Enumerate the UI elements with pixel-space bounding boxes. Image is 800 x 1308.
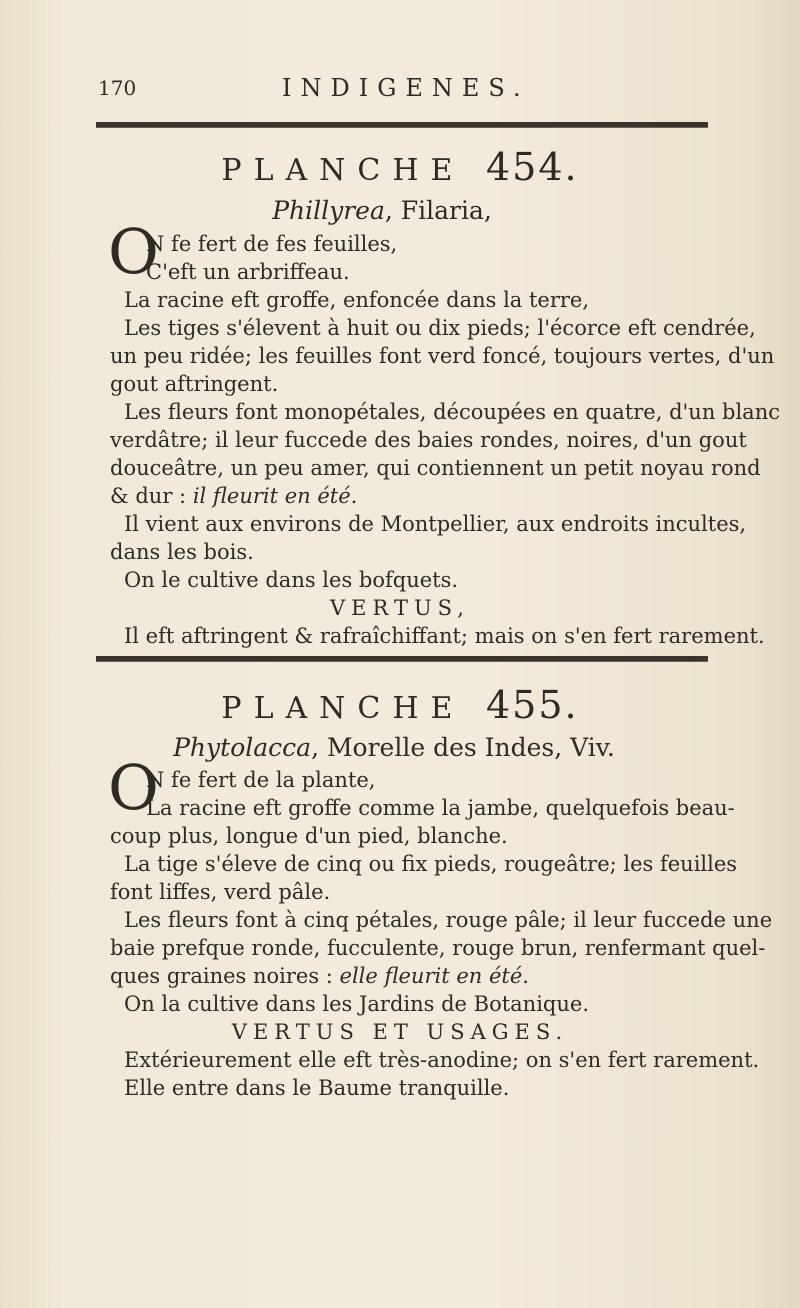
text-line: coup plus, longue d'un pied, blanche.	[110, 824, 508, 848]
text-line: C'eft un arbriffeau.	[146, 260, 350, 284]
text-line: Les fleurs font monopétales, découpées en quatre, d'un blanc	[124, 400, 780, 424]
text-line: font liffes, verd pâle.	[110, 880, 331, 904]
text-line: N fe fert de la plante,	[146, 768, 376, 792]
text-line: gout aftringent.	[110, 372, 279, 396]
running-title: INDIGENES.	[282, 74, 530, 102]
text-line	[110, 963, 529, 989]
text-line: douceâtre, un peu amer, qui contiennent un petit noyau rond	[110, 456, 761, 480]
ornamental-rule	[96, 656, 708, 662]
text-line: On le cultive dans les bofquets.	[124, 568, 459, 592]
flowering-note: elle fleurit en été.	[339, 964, 529, 988]
text-line: N fe fert de fes feuilles,	[146, 232, 398, 256]
running-head	[0, 74, 800, 104]
text-line	[110, 483, 357, 509]
flowering-note: il fleurit en été.	[192, 484, 358, 508]
drop-cap: O	[108, 751, 159, 824]
text-line: Les tiges s'élevent à huit ou dix pieds; l'écorce eft cendrée,	[124, 316, 756, 340]
common-name: , Filaria,	[384, 196, 492, 225]
text-line: Elle entre dans le Baume tranquille.	[124, 1076, 510, 1100]
text-run: ques graines noires :	[110, 964, 340, 988]
text-line: verdâtre; il leur fuccede des baies rondes, noires, d'un gout	[110, 428, 747, 452]
ornamental-rule	[96, 122, 708, 128]
text-line: Il eft aftringent & rafraîchiffant; mais on s'en fert rarement.	[124, 624, 765, 648]
text-line: La racine eft groffe comme la jambe, quelquefois beau-	[146, 796, 735, 820]
plate-number: 455.	[485, 683, 579, 727]
latin-name: Phytolacca	[173, 733, 312, 762]
plate-label: PLANCHE	[221, 691, 465, 726]
text-line: dans les bois.	[110, 540, 254, 564]
plate-heading	[0, 683, 800, 727]
text-line: On la cultive dans les Jardins de Botanique.	[124, 992, 589, 1016]
text-line: un peu ridée; les feuilles font verd foncé, toujours vertes, d'un	[110, 344, 775, 368]
plate-number: 454.	[485, 145, 579, 189]
text-line: La racine eft groffe, enfoncée dans la terre,	[124, 288, 590, 312]
page-number: 170	[98, 76, 137, 100]
latin-name: Phillyrea	[272, 196, 385, 225]
plate-heading	[0, 145, 800, 189]
text-line: Extérieurement elle eft très-anodine; on s'en fert rarement.	[124, 1048, 760, 1072]
text-line: baie prefque ronde, fucculente, rouge brun, renfermant quel-	[110, 936, 766, 960]
text-line: Il vient aux environs de Montpellier, aux endroits incultes,	[124, 512, 747, 536]
common-name: , Morelle des Indes, Viv.	[311, 733, 615, 762]
section-heading: VERTUS,	[330, 596, 470, 620]
text-line: Les fleurs font à cinq pétales, rouge pâle; il leur fuccede une	[124, 908, 773, 932]
text-line: La tige s'éleve de cinq ou fix pieds, rougeâtre; les feuilles	[124, 852, 738, 876]
text-run: & dur :	[110, 484, 193, 508]
plate-label: PLANCHE	[221, 153, 465, 188]
drop-cap: O	[108, 215, 159, 288]
section-heading: VERTUS ET USAGES.	[231, 1020, 569, 1044]
